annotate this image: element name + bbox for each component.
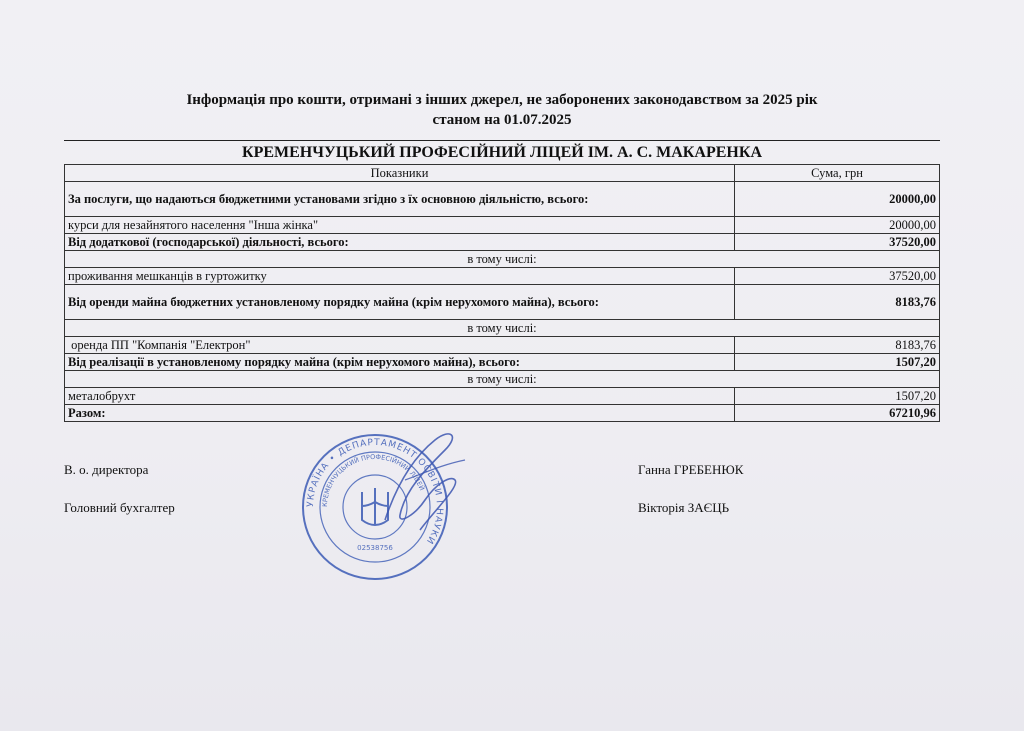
including-label: в тому числі: (65, 251, 940, 268)
title-divider (64, 140, 940, 141)
stamp-inner-text: КРЕМЕНЧУЦЬКИЙ ПРОФЕСІЙНИЙ ЛІЦЕЙ (320, 452, 426, 508)
column-header-amount: Сума, грн (735, 165, 940, 182)
row-label: проживання мешканців в гуртожитку (65, 268, 735, 285)
including-label: в тому числі: (65, 320, 940, 337)
row-label: Від реалізації в установленому порядку майна (крім нерухомого майна), всього: (65, 354, 735, 371)
row-amount: 37520,00 (735, 268, 940, 285)
row-amount: 37520,00 (735, 234, 940, 251)
row-amount: 8183,76 (735, 337, 940, 354)
row-amount: 1507,20 (735, 354, 940, 371)
organization-name: КРЕМЕНЧУЦЬКИЙ ПРОФЕСІЙНИЙ ЛІЦЕЙ ІМ. А. С. МАКАРЕНКА (241, 144, 762, 161)
title-line-2: станом на 01.07.2025 (432, 112, 572, 128)
table-header-row (65, 165, 940, 182)
row-amount: 1507,20 (735, 388, 940, 405)
director-title: В. о. директора (64, 462, 149, 477)
table-row (65, 268, 940, 285)
row-label: Від оренди майна бюджетних установленому порядку майна (крім нерухомого майна), всього: (65, 285, 735, 320)
row-amount: 8183,76 (735, 285, 940, 320)
including-label: в тому числі: (65, 371, 940, 388)
row-label: За послуги, що надаються бюджетними установами згідно з їх основною діяльністю, всього: (65, 182, 735, 217)
row-label: курси для незайнятого населення "Інша жінка" (65, 217, 735, 234)
table-row (65, 285, 940, 320)
funds-table (64, 164, 940, 422)
handwritten-signature (365, 420, 475, 540)
column-header-indicator: Показники (65, 165, 735, 182)
accountant-title: Головний бухгалтер (64, 500, 175, 515)
table-subheader-row (65, 320, 940, 337)
document-title (64, 90, 940, 130)
title-line-1: Інформація про кошти, отримані з інших джерел, не заборонених законодавством за 2025 рік (186, 92, 818, 108)
table-row (65, 217, 940, 234)
row-amount: 20000,00 (735, 217, 940, 234)
table-subheader-row (65, 371, 940, 388)
row-label: металобрухт (65, 388, 735, 405)
table-row (65, 234, 940, 251)
table-row (65, 182, 940, 217)
table-subheader-row (65, 251, 940, 268)
total-row (65, 405, 940, 422)
table-row (65, 354, 940, 371)
accountant-name: Вікторія ЗАЄЦЬ (638, 500, 730, 515)
row-label: оренда ПП "Компанія "Електрон" (65, 337, 735, 354)
total-label: Разом: (65, 405, 735, 422)
table-row (65, 388, 940, 405)
table-row (65, 337, 940, 354)
total-amount: 67210,96 (735, 405, 940, 422)
stamp-outer-text: УКРАЇНА • ДЕПАРТАМЕНТ ОСВІТИ І НАУКИ (305, 437, 445, 546)
director-name: Ганна ГРЕБЕНЮК (638, 462, 744, 477)
row-amount: 20000,00 (735, 182, 940, 217)
row-label: Від додаткової (господарської) діяльності, всього: (65, 234, 735, 251)
stamp-code: 02538756 (357, 544, 393, 552)
